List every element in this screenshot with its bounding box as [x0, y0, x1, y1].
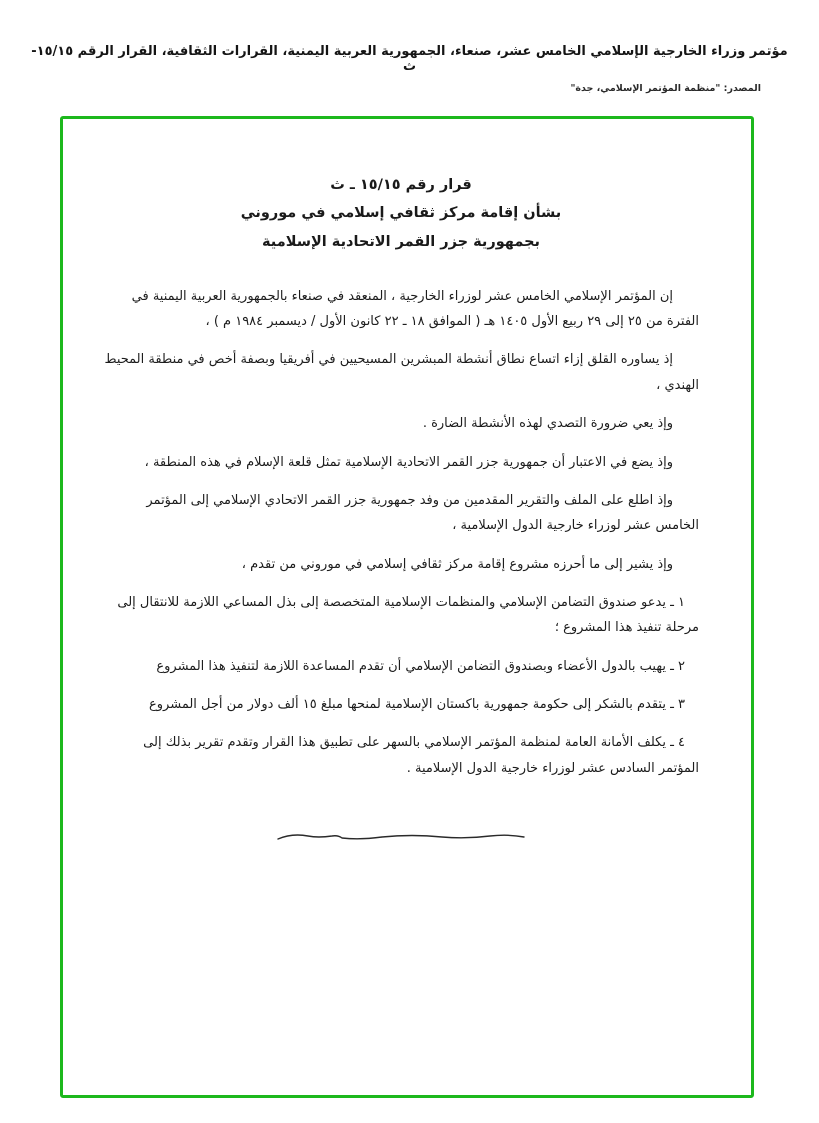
- header-source: المصدر: "منظمة المؤتمر الإسلامي، جدة": [570, 83, 761, 94]
- operative-paragraph: ٤ ـ يكلف الأمانة العامة لمنظمة المؤتمر الإسلامي بالسهر على تطبيق هذا القرار وتقدم تقرير بذلك إلى المؤتمر السادس عشر لوزراء خارجية الدول الإسلامية .: [143, 735, 699, 776]
- document-header: [30, 44, 789, 94]
- resolution-subject-line1: بشأن إقامة مركز ثقافي إسلامي في موروني: [240, 205, 562, 222]
- signature-line: [276, 829, 526, 845]
- header-title: مؤتمر وزراء الخارجية الإسلامي الخامس عشر، صنعاء، الجمهورية العربية اليمنية، القرارات الثقافية، القرار الرقم ١٥/١٥-ث: [31, 44, 788, 74]
- operative-paragraph: ٣ ـ يتقدم بالشكر إلى حكومة جمهورية باكستان الإسلامية لمنحها مبلغ ١٥ ألف دولار من أجل المشروع: [149, 696, 685, 712]
- preamble-paragraph: إن المؤتمر الإسلامي الخامس عشر لوزراء الخارجية ، المنعقد في صنعاء بالجمهورية العربية اليمنية في الفترة من ٢٥ إلى ٢٩ ربيع الأول ١٤٠٥ هـ ( الموافق ١٨ ـ ٢٢ كانون الأول / ديسمبر ١٩٨٤ م ) ،: [131, 288, 699, 330]
- resolution-body: [103, 284, 699, 781]
- preamble-paragraph: وإذ يضع في الاعتبار أن جمهورية جزر القمر الاتحادية الإسلامية تمثل قلعة الإسلام في هذه المنطقة ،: [144, 454, 673, 470]
- resolution-subject-line2: بجمهورية جزر القمر الاتحادية الإسلامية: [262, 233, 540, 250]
- preamble-paragraph: وإذ يشير إلى ما أحرزه مشروع إقامة مركز ثقافي إسلامي في موروني من تقدم ،: [241, 556, 673, 572]
- scan-frame: [60, 116, 754, 1098]
- preamble-paragraph: وإذ اطلع على الملف والتقرير المقدمين من وفد جمهورية جزر القمر الاتحادي الإسلامي إلى المؤتمر الخامس عشر لوزراء خارجية الدول الإسلامية ،: [146, 492, 699, 534]
- operative-paragraph: ١ ـ يدعو صندوق التضامن الإسلامي والمنظمات الإسلامية المتخصصة إلى بذل المساعي اللازمة للانتقال إلى مرحلة تنفيذ هذا المشروع ؛: [117, 594, 699, 636]
- resolution-number-line: قرار رقم ١٥/١٥ ـ ث: [330, 177, 472, 193]
- preamble-paragraph: وإذ يعي ضرورة التصدي لهذه الأنشطة الضارة .: [422, 416, 673, 432]
- resolution-title: [103, 171, 699, 256]
- signature-area: [103, 829, 699, 849]
- operative-paragraph: ٢ ـ يهيب بالدول الأعضاء وبصندوق التضامن الإسلامي أن تقدم المساعدة اللازمة لتنفيذ هذا المشروع: [156, 658, 685, 674]
- preamble-paragraph: إذ يساوره القلق إزاء اتساع نطاق أنشطة المبشرين المسيحيين في أفريقيا وبصفة أخص في منطقة المحيط الهندي ،: [104, 352, 699, 393]
